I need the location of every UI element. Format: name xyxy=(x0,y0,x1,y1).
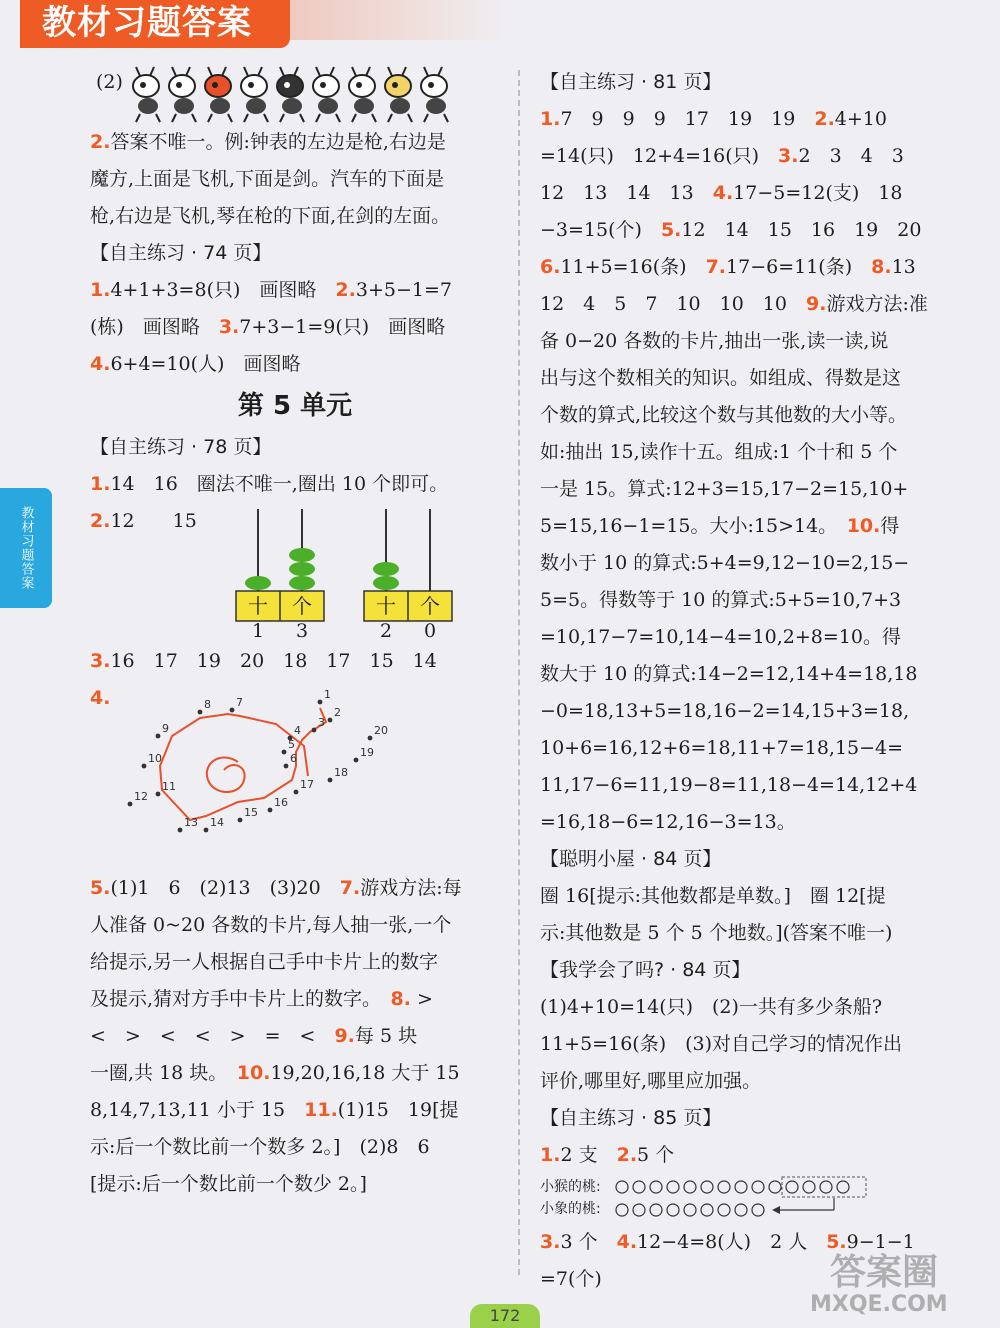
item-number: 8. xyxy=(390,988,411,1010)
section-heading-84: 【聪明小屋 · 84 页】 xyxy=(540,848,722,870)
peach-circle xyxy=(803,1181,815,1193)
text: 12−4=8(人) 2 人 xyxy=(637,1231,827,1253)
header-fade xyxy=(288,0,508,40)
text: −3=15(个) xyxy=(540,219,661,241)
right-line-23: 示:其他数是 5 个 5 个地数。](答案不唯一) xyxy=(540,922,893,944)
snail-dot xyxy=(318,700,323,705)
snail-dot-label: 17 xyxy=(300,778,314,791)
item-number: 4. xyxy=(90,687,111,709)
snail-dot-label: 9 xyxy=(162,722,169,735)
ant-8 xyxy=(385,67,412,122)
peach-circle xyxy=(752,1204,764,1216)
peach-circle xyxy=(701,1204,713,1216)
column-divider xyxy=(518,70,520,1275)
snail-dot-label: 7 xyxy=(236,696,243,709)
left-line-8 xyxy=(90,346,500,383)
left-line-15: 人准备 0~20 各数的卡片,每人抽一张,一个 xyxy=(90,914,452,936)
snail-dot xyxy=(156,792,161,797)
text: 17−6=11(条) xyxy=(726,256,872,278)
item-number: 1. xyxy=(90,473,111,495)
right-line-17: −0=18,13+5=18,16−2=14,15+3=18, xyxy=(540,700,910,722)
text: (1)1 6 (2)13 (3)20 xyxy=(110,877,340,899)
snail-dot xyxy=(230,708,235,713)
left-line-3: 魔方,上面是飞机,下面是剑。汽车的下面是 xyxy=(90,168,445,190)
snail-dot-label: 1 xyxy=(324,688,331,701)
abacus-a-value-1: 1 xyxy=(252,620,265,642)
text: 12 14 15 16 19 20 xyxy=(681,219,922,241)
right-line-32: =7(个) xyxy=(540,1268,602,1290)
left-line-10 xyxy=(90,466,500,503)
page-number: 172 xyxy=(470,1304,540,1328)
right-line-27: 评价,哪里好,哪里应加强。 xyxy=(540,1070,762,1092)
right-line-20: =16,18−6=12,16−3=13。 xyxy=(540,811,796,833)
snail-dot-label: 11 xyxy=(162,780,176,793)
peach-circle xyxy=(616,1181,628,1193)
text: 3+5−1=7 xyxy=(355,279,452,301)
snail-dot-label: 8 xyxy=(204,698,211,711)
abacus-row xyxy=(90,503,500,643)
peach-circle xyxy=(786,1181,798,1193)
bead xyxy=(373,562,399,576)
text: 4+10 xyxy=(834,108,887,130)
right-line-3 xyxy=(540,175,945,212)
right-line-12 xyxy=(540,508,945,545)
ant-6 xyxy=(313,67,340,122)
snail-dot xyxy=(128,802,133,807)
right-line-10: 如:抽出 15,读作十五。组成:1 个十和 5 个 xyxy=(540,441,898,463)
watermark-logo: 答案圈 xyxy=(830,1252,939,1293)
ants-row xyxy=(90,64,500,124)
item-number: 3. xyxy=(540,1231,561,1253)
left-line-7 xyxy=(90,309,500,346)
right-line-8: 出与这个数相关的知识。如组成、得数是这 xyxy=(540,367,902,389)
text: 9−1−1 xyxy=(846,1231,915,1253)
snail-dot-label: 14 xyxy=(210,816,224,829)
ant-7 xyxy=(349,67,376,122)
text: 及提示,猜对方手中卡片上的数字。 xyxy=(90,988,391,1010)
left-line-22: [提示:后一个数比前一个数少 2。] xyxy=(90,1173,367,1195)
abacus-illustration xyxy=(230,503,490,643)
item-number: 2. xyxy=(90,510,111,532)
item-number: 2. xyxy=(90,131,111,153)
bead xyxy=(289,576,315,590)
item-number: 1. xyxy=(90,279,111,301)
left-line-11 xyxy=(90,503,197,540)
text: 2 支 xyxy=(560,1144,617,1166)
item-number: 5. xyxy=(90,877,111,899)
item-number: 7. xyxy=(705,256,727,278)
ant-5 xyxy=(277,67,304,122)
peach-circle xyxy=(633,1181,645,1193)
right-line-22: 圈 16[提示:其他数都是单数。] 圈 12[提 xyxy=(540,885,886,907)
peach-circle xyxy=(650,1181,662,1193)
peach-circle xyxy=(633,1204,645,1216)
side-tab-label: 教材习题答案 xyxy=(18,506,34,590)
snail-dot xyxy=(268,808,273,813)
snail-dot xyxy=(198,710,203,715)
item-number: 9. xyxy=(334,1025,355,1047)
ant-1 xyxy=(133,67,160,122)
snail-dot-label: 4 xyxy=(294,724,301,737)
peach-circle xyxy=(718,1204,730,1216)
bead xyxy=(289,548,315,562)
snail-dot xyxy=(156,734,161,739)
text: 3 个 xyxy=(560,1231,617,1253)
side-tab xyxy=(0,488,52,608)
text: 12 15 xyxy=(110,510,197,532)
snail-dot xyxy=(354,758,359,763)
snail-dot-label: 10 xyxy=(148,752,162,765)
peach-circle xyxy=(667,1204,679,1216)
peach-circle xyxy=(735,1204,747,1216)
snail-dot xyxy=(178,828,183,833)
right-line-6 xyxy=(540,286,945,323)
ant-3 xyxy=(205,67,232,122)
section-heading-78: 【自主练习 · 78 页】 xyxy=(90,436,272,458)
peach-circles xyxy=(614,1174,874,1224)
snail-dot-label: 5 xyxy=(288,738,295,751)
ant-4 xyxy=(241,67,268,122)
text: 游戏方法:每 xyxy=(360,877,462,899)
item-number: 2. xyxy=(814,108,835,130)
snail-dot-label: 18 xyxy=(334,766,348,779)
text: 16 17 19 20 18 17 15 14 xyxy=(110,650,437,672)
right-line-18: 10+6=16,12+6=18,11+7=18,15−4= xyxy=(540,737,904,759)
text: 每 5 块 xyxy=(354,1025,418,1047)
left-line-12 xyxy=(90,643,500,680)
text: 13 xyxy=(891,256,916,278)
snail-labels xyxy=(128,688,388,832)
item-number: 4. xyxy=(712,182,734,204)
right-line-14: 5=5。得数等于 10 的算式:5+5=10,7+3 xyxy=(540,589,902,611)
abacus-b-value-2: 0 xyxy=(424,620,437,642)
abacus-a-one: 个 xyxy=(292,594,312,618)
right-line-26: 11+5=16(条) (3)对自己学习的情况作出 xyxy=(540,1033,903,1055)
left-line-19 xyxy=(90,1055,500,1092)
text: 得 xyxy=(880,515,900,537)
text: 2 3 4 3 xyxy=(798,145,904,167)
right-line-7: 备 0−20 各数的卡片,抽出一张,读一读,说 xyxy=(540,330,889,352)
snail-dot xyxy=(328,718,333,723)
ant-2 xyxy=(169,67,196,122)
peach-circle xyxy=(769,1181,781,1193)
item-number: 5. xyxy=(826,1231,847,1253)
snail-dot xyxy=(328,778,333,783)
right-line-1 xyxy=(540,101,945,138)
snail-dot-to-dot xyxy=(120,680,420,870)
right-line-4 xyxy=(540,212,945,249)
text: (1)15 19[提 xyxy=(337,1099,459,1121)
snail-dot-label: 6 xyxy=(290,752,297,765)
item-number: 3. xyxy=(90,650,111,672)
item-number: 10. xyxy=(236,1062,271,1084)
peach-circle xyxy=(820,1181,832,1193)
section-heading-81: 【自主练习 · 81 页】 xyxy=(540,71,722,93)
item-number: 5. xyxy=(660,219,682,241)
snail-dot xyxy=(284,764,289,769)
section-heading-74: 【自主练习 · 74 页】 xyxy=(90,242,272,264)
right-line-11: 一是 15。算式:12+3=15,17−2=15,10+ xyxy=(540,478,909,500)
section-heading-85: 【自主练习 · 85 页】 xyxy=(540,1107,722,1129)
peach-circle xyxy=(735,1181,747,1193)
snail-dot xyxy=(142,764,147,769)
item-number: 4. xyxy=(616,1231,638,1253)
monkey-peaches xyxy=(616,1181,849,1193)
right-line-5 xyxy=(540,249,945,286)
snail-dot-label: 19 xyxy=(360,746,374,759)
right-line-13: 数小于 10 的算式:5+4=9,12−10=2,15− xyxy=(540,552,910,574)
header-title: 教材习题答案 xyxy=(42,3,252,43)
peach-circle xyxy=(718,1181,730,1193)
right-line-29 xyxy=(540,1137,945,1174)
snail-dot-label: 20 xyxy=(374,724,388,737)
abacus-b-ten: 十 xyxy=(376,594,396,618)
text: 4+1+3=8(只) 画图略 xyxy=(110,279,336,301)
right-line-2 xyxy=(540,138,945,175)
bead xyxy=(373,576,399,590)
snail-row xyxy=(90,680,500,870)
peach-comparison xyxy=(540,1174,945,1224)
text: 8,14,7,13,11 小于 15 xyxy=(90,1099,305,1121)
bead xyxy=(289,562,315,576)
text: 11+5=16(条) xyxy=(560,256,706,278)
bead xyxy=(245,576,271,590)
peach-circle xyxy=(752,1181,764,1193)
peach-circle xyxy=(837,1181,849,1193)
snail-dot xyxy=(204,828,209,833)
ant-9 xyxy=(421,67,448,122)
text: 19,20,16,18 大于 15 xyxy=(270,1062,460,1084)
left-line-14 xyxy=(90,870,500,907)
peach-circle xyxy=(684,1181,696,1193)
snail-dot xyxy=(282,750,287,755)
item-number: 1. xyxy=(540,108,561,130)
snail-dot xyxy=(238,818,243,823)
text: > xyxy=(411,988,433,1010)
peach-circle xyxy=(701,1181,713,1193)
text: 5=15,16−1=15。大小:15>14。 xyxy=(540,515,847,537)
abacus-b-one: 个 xyxy=(420,594,440,618)
item-number: 11. xyxy=(304,1099,338,1121)
text: 14 16 圈法不唯一,圈出 10 个即可。 xyxy=(110,473,449,495)
text: 17−5=12(支) 18 xyxy=(733,182,903,204)
peach-circle xyxy=(616,1204,628,1216)
left-line-21: 示:后一个数比前一个数多 2。] (2)8 6 xyxy=(90,1136,430,1158)
peach-circle xyxy=(650,1204,662,1216)
snail-dot-label: 13 xyxy=(184,816,198,829)
right-line-9: 个数的算式,比较这个数与其他数的大小等。 xyxy=(540,404,908,426)
section-heading-84b: 【我学会了吗? · 84 页】 xyxy=(540,959,751,981)
right-line-16: 数大于 10 的算式:14−2=12,14+4=18,18 xyxy=(540,663,918,685)
text: 12 4 5 7 10 10 10 xyxy=(540,293,806,315)
abacus-b-value-1: 2 xyxy=(380,620,393,642)
snail-dot xyxy=(312,728,317,733)
item-number: 6. xyxy=(540,256,561,278)
snail-dot xyxy=(294,790,299,795)
left-line-18 xyxy=(90,1018,500,1055)
watermark-url: MXQE.COM xyxy=(810,1292,948,1317)
ants-label: (2) xyxy=(96,71,123,93)
text: =14(只) 12+4=16(只) xyxy=(540,145,779,167)
item-number: 2. xyxy=(335,279,356,301)
item-number: 3. xyxy=(218,316,240,338)
text: 6+4=10(人) 画图略 xyxy=(110,353,301,375)
item-number: 10. xyxy=(846,515,881,537)
snail-dot-label: 3 xyxy=(318,716,325,729)
ants-illustration xyxy=(126,64,466,124)
text: 答案不唯一。例:钟表的左边是枪,右边是 xyxy=(110,131,446,153)
watermark xyxy=(770,1240,990,1320)
snail-dot-label: 15 xyxy=(244,806,258,819)
item-number: 2. xyxy=(616,1144,638,1166)
left-line-4: 枪,右边是飞机,琴在枪的下面,在剑的左面。 xyxy=(90,205,451,227)
elephant-peaches xyxy=(616,1204,764,1216)
text: 7+3−1=9(只) 画图略 xyxy=(239,316,446,338)
monkey-peach-label: 小猴的桃: xyxy=(540,1179,601,1195)
snail-dot-label: 12 xyxy=(134,790,148,803)
right-column xyxy=(540,64,945,1298)
snail-dot-label: 2 xyxy=(334,706,341,719)
item-number: 1. xyxy=(540,1144,561,1166)
text: 一圈,共 18 块。 xyxy=(90,1062,237,1084)
text: 7 9 9 9 17 19 19 xyxy=(560,108,815,130)
right-line-19: 11,17−6=11,19−8=11,18−4=14,12+4 xyxy=(540,774,918,796)
unit-title: 第 5 单元 xyxy=(237,391,353,421)
peach-circle xyxy=(684,1204,696,1216)
snail-dot-label: 16 xyxy=(274,796,288,809)
item-number: 9. xyxy=(805,293,827,315)
item-number: 3. xyxy=(778,145,799,167)
elephant-peach-label: 小象的桃: xyxy=(540,1201,601,1217)
left-column xyxy=(90,64,500,1203)
left-line-2 xyxy=(90,124,500,161)
text: 5 个 xyxy=(637,1144,675,1166)
abacus-a-ten: 十 xyxy=(248,594,268,618)
item-number: 8. xyxy=(871,256,892,278)
left-line-6 xyxy=(90,272,500,309)
right-line-15: =10,17−7=10,14−4=10,2+8=10。得 xyxy=(540,626,901,648)
header-banner xyxy=(20,0,290,48)
peach-circle xyxy=(667,1181,679,1193)
text: 游戏方法:准 xyxy=(826,293,928,315)
text: (栋) 画图略 xyxy=(90,316,219,338)
text: 12 13 14 13 xyxy=(540,182,713,204)
abacus-a-value-2: 3 xyxy=(296,620,309,642)
right-line-25: (1)4+10=14(只) (2)一共有多少条船? xyxy=(540,996,883,1018)
item-number: 7. xyxy=(339,877,361,899)
item-number: 4. xyxy=(90,353,111,375)
left-line-16: 给提示,另一人根据自己手中卡片上的数字 xyxy=(90,951,439,973)
left-line-20 xyxy=(90,1092,500,1129)
left-line-17 xyxy=(90,981,500,1018)
snail-dot xyxy=(368,736,373,741)
text: < > < < > = < xyxy=(90,1025,335,1047)
